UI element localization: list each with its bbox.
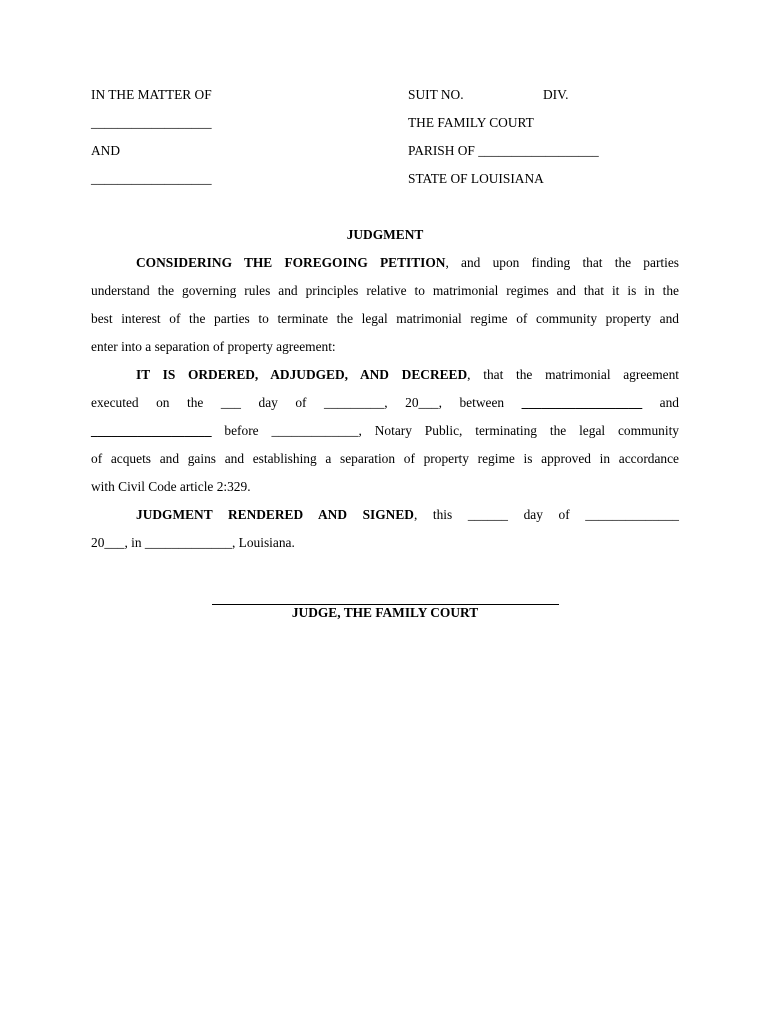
paragraph-1-line-1-text: , and upon finding that the parties xyxy=(445,255,679,270)
paragraph-1-lead: CONSIDERING THE FOREGOING PETITION xyxy=(136,255,446,270)
caption-in-the-matter-of: IN THE MATTER OF xyxy=(91,87,212,102)
party-blank-2: __________________ xyxy=(91,423,212,438)
paragraph-3-line-1 xyxy=(136,507,679,523)
caption-party-1-blank: __________________ xyxy=(91,115,212,130)
paragraph-1-line-1 xyxy=(136,255,679,271)
paragraph-2-line-5: with Civil Code article 2:329. xyxy=(91,479,251,494)
caption-state: STATE OF LOUISIANA xyxy=(408,171,544,186)
paragraph-2-line-1-text: , that the matrimonial agreement xyxy=(467,367,680,382)
paragraph-1-line-2: understand the governing rules and principles relative to matrimonial regimes and that it is in the xyxy=(91,283,679,298)
paragraph-2-line-2-end: and xyxy=(642,395,679,410)
paragraph-1-line-3: best interest of the parties to terminate the legal matrimonial regime of community property and xyxy=(91,311,679,326)
paragraph-2-line-3-text: before _____________, Notary Public, terminating the legal community xyxy=(211,423,679,438)
paragraph-2-line-2 xyxy=(91,395,679,411)
signature-label: JUDGE, THE FAMILY COURT xyxy=(291,605,479,620)
caption-and: AND xyxy=(91,143,121,158)
party-blank-1: __________________ xyxy=(521,395,643,410)
paragraph-2-lead: IT IS ORDERED, ADJUDGED, AND DECREED xyxy=(136,367,468,382)
paragraph-2-line-3 xyxy=(91,423,679,439)
paragraph-3-line-1-text: , this ______ day of ______________ xyxy=(413,507,679,522)
caption-parish: PARISH OF __________________ xyxy=(408,143,599,158)
paragraph-3-lead: JUDGMENT RENDERED AND SIGNED xyxy=(136,507,414,522)
paragraph-2-line-1 xyxy=(136,367,679,383)
caption-suit-no: SUIT NO. xyxy=(408,87,464,102)
paragraph-1-line-4: enter into a separation of property agreement: xyxy=(91,339,336,354)
paragraph-3-line-2: 20___, in _____________, Louisiana. xyxy=(91,535,295,550)
caption-court: THE FAMILY COURT xyxy=(408,115,534,130)
caption-party-2-blank: __________________ xyxy=(91,171,212,186)
paragraph-2-line-4: of acquets and gains and establishing a separation of property regime is approved in accordance xyxy=(91,451,679,466)
document-title: JUDGMENT xyxy=(346,227,424,242)
paragraph-2-line-2-text: executed on the ___ day of _________, 20___, between xyxy=(91,395,522,410)
caption-div: DIV. xyxy=(543,87,569,102)
